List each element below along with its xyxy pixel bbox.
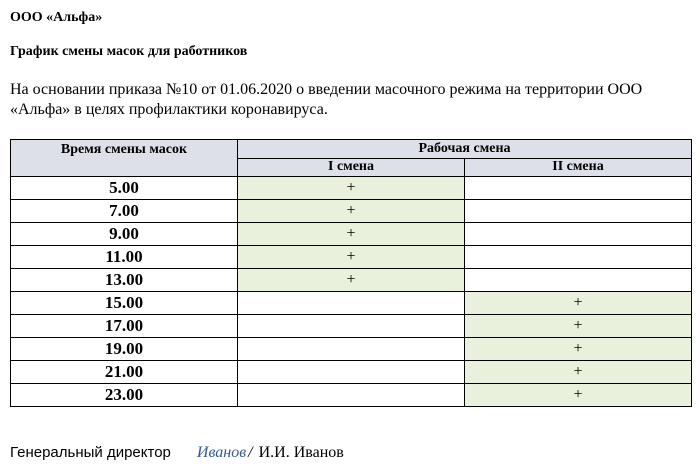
- table-row: [11, 292, 692, 315]
- shift-1-cell: [238, 292, 465, 315]
- time-cell: 15.00: [11, 292, 238, 315]
- document-title: График смены масок для работников: [10, 44, 248, 59]
- table-row: [11, 269, 692, 292]
- handwritten-signature: Иванов: [196, 444, 247, 461]
- shift-1-cell: [238, 361, 465, 384]
- shift-2-cell: [465, 223, 692, 246]
- shift-1-cell: [238, 338, 465, 361]
- shift-2-cell: [465, 200, 692, 223]
- shift-1-cell: +: [238, 246, 465, 269]
- time-cell: 19.00: [11, 338, 238, 361]
- organization-name: ООО «Альфа»: [10, 10, 103, 25]
- signature-separator: /: [248, 444, 253, 461]
- time-cell: 5.00: [11, 177, 238, 200]
- table-row: [11, 177, 692, 200]
- shift-1-cell: +: [238, 200, 465, 223]
- table-row: [11, 246, 692, 269]
- shift-1-cell: +: [238, 177, 465, 200]
- shift-1-cell: [238, 384, 465, 407]
- shift-2-cell: +: [465, 338, 692, 361]
- shift-2-cell: +: [465, 361, 692, 384]
- shift-2-cell: [465, 269, 692, 292]
- time-cell: 11.00: [11, 246, 238, 269]
- schedule-body: [11, 177, 692, 407]
- time-cell: 13.00: [11, 269, 238, 292]
- intro-paragraph: На основании приказа №10 от 01.06.2020 о введении масочного режима на территории ООО «Альфа» в целях профилактики коронавируса.: [10, 81, 643, 118]
- table-row: [11, 223, 692, 246]
- time-cell: 17.00: [11, 315, 238, 338]
- shift-1-cell: [238, 315, 465, 338]
- signer-name: И.И. Иванов: [258, 444, 344, 461]
- time-cell: 21.00: [11, 361, 238, 384]
- shift-2-cell: +: [465, 315, 692, 338]
- header-shift-1: I смена: [238, 158, 465, 177]
- header-shift: Рабочая смена: [238, 140, 692, 159]
- shift-2-cell: [465, 177, 692, 200]
- shift-2-cell: +: [465, 384, 692, 407]
- signer-position: Генеральный директор: [10, 444, 171, 461]
- time-cell: 7.00: [11, 200, 238, 223]
- table-row: [11, 315, 692, 338]
- shift-2-cell: [465, 246, 692, 269]
- shift-2-cell: +: [465, 292, 692, 315]
- shift-1-cell: +: [238, 223, 465, 246]
- shift-1-cell: +: [238, 269, 465, 292]
- time-cell: 9.00: [11, 223, 238, 246]
- table-row: [11, 384, 692, 407]
- table-row: [11, 338, 692, 361]
- header-time: Время смены масок: [11, 140, 238, 177]
- signature-block: [10, 444, 344, 462]
- mask-schedule-table: [10, 139, 692, 407]
- time-cell: 23.00: [11, 384, 238, 407]
- table-row: [11, 200, 692, 223]
- header-shift-2: II смена: [465, 158, 692, 177]
- table-row: [11, 361, 692, 384]
